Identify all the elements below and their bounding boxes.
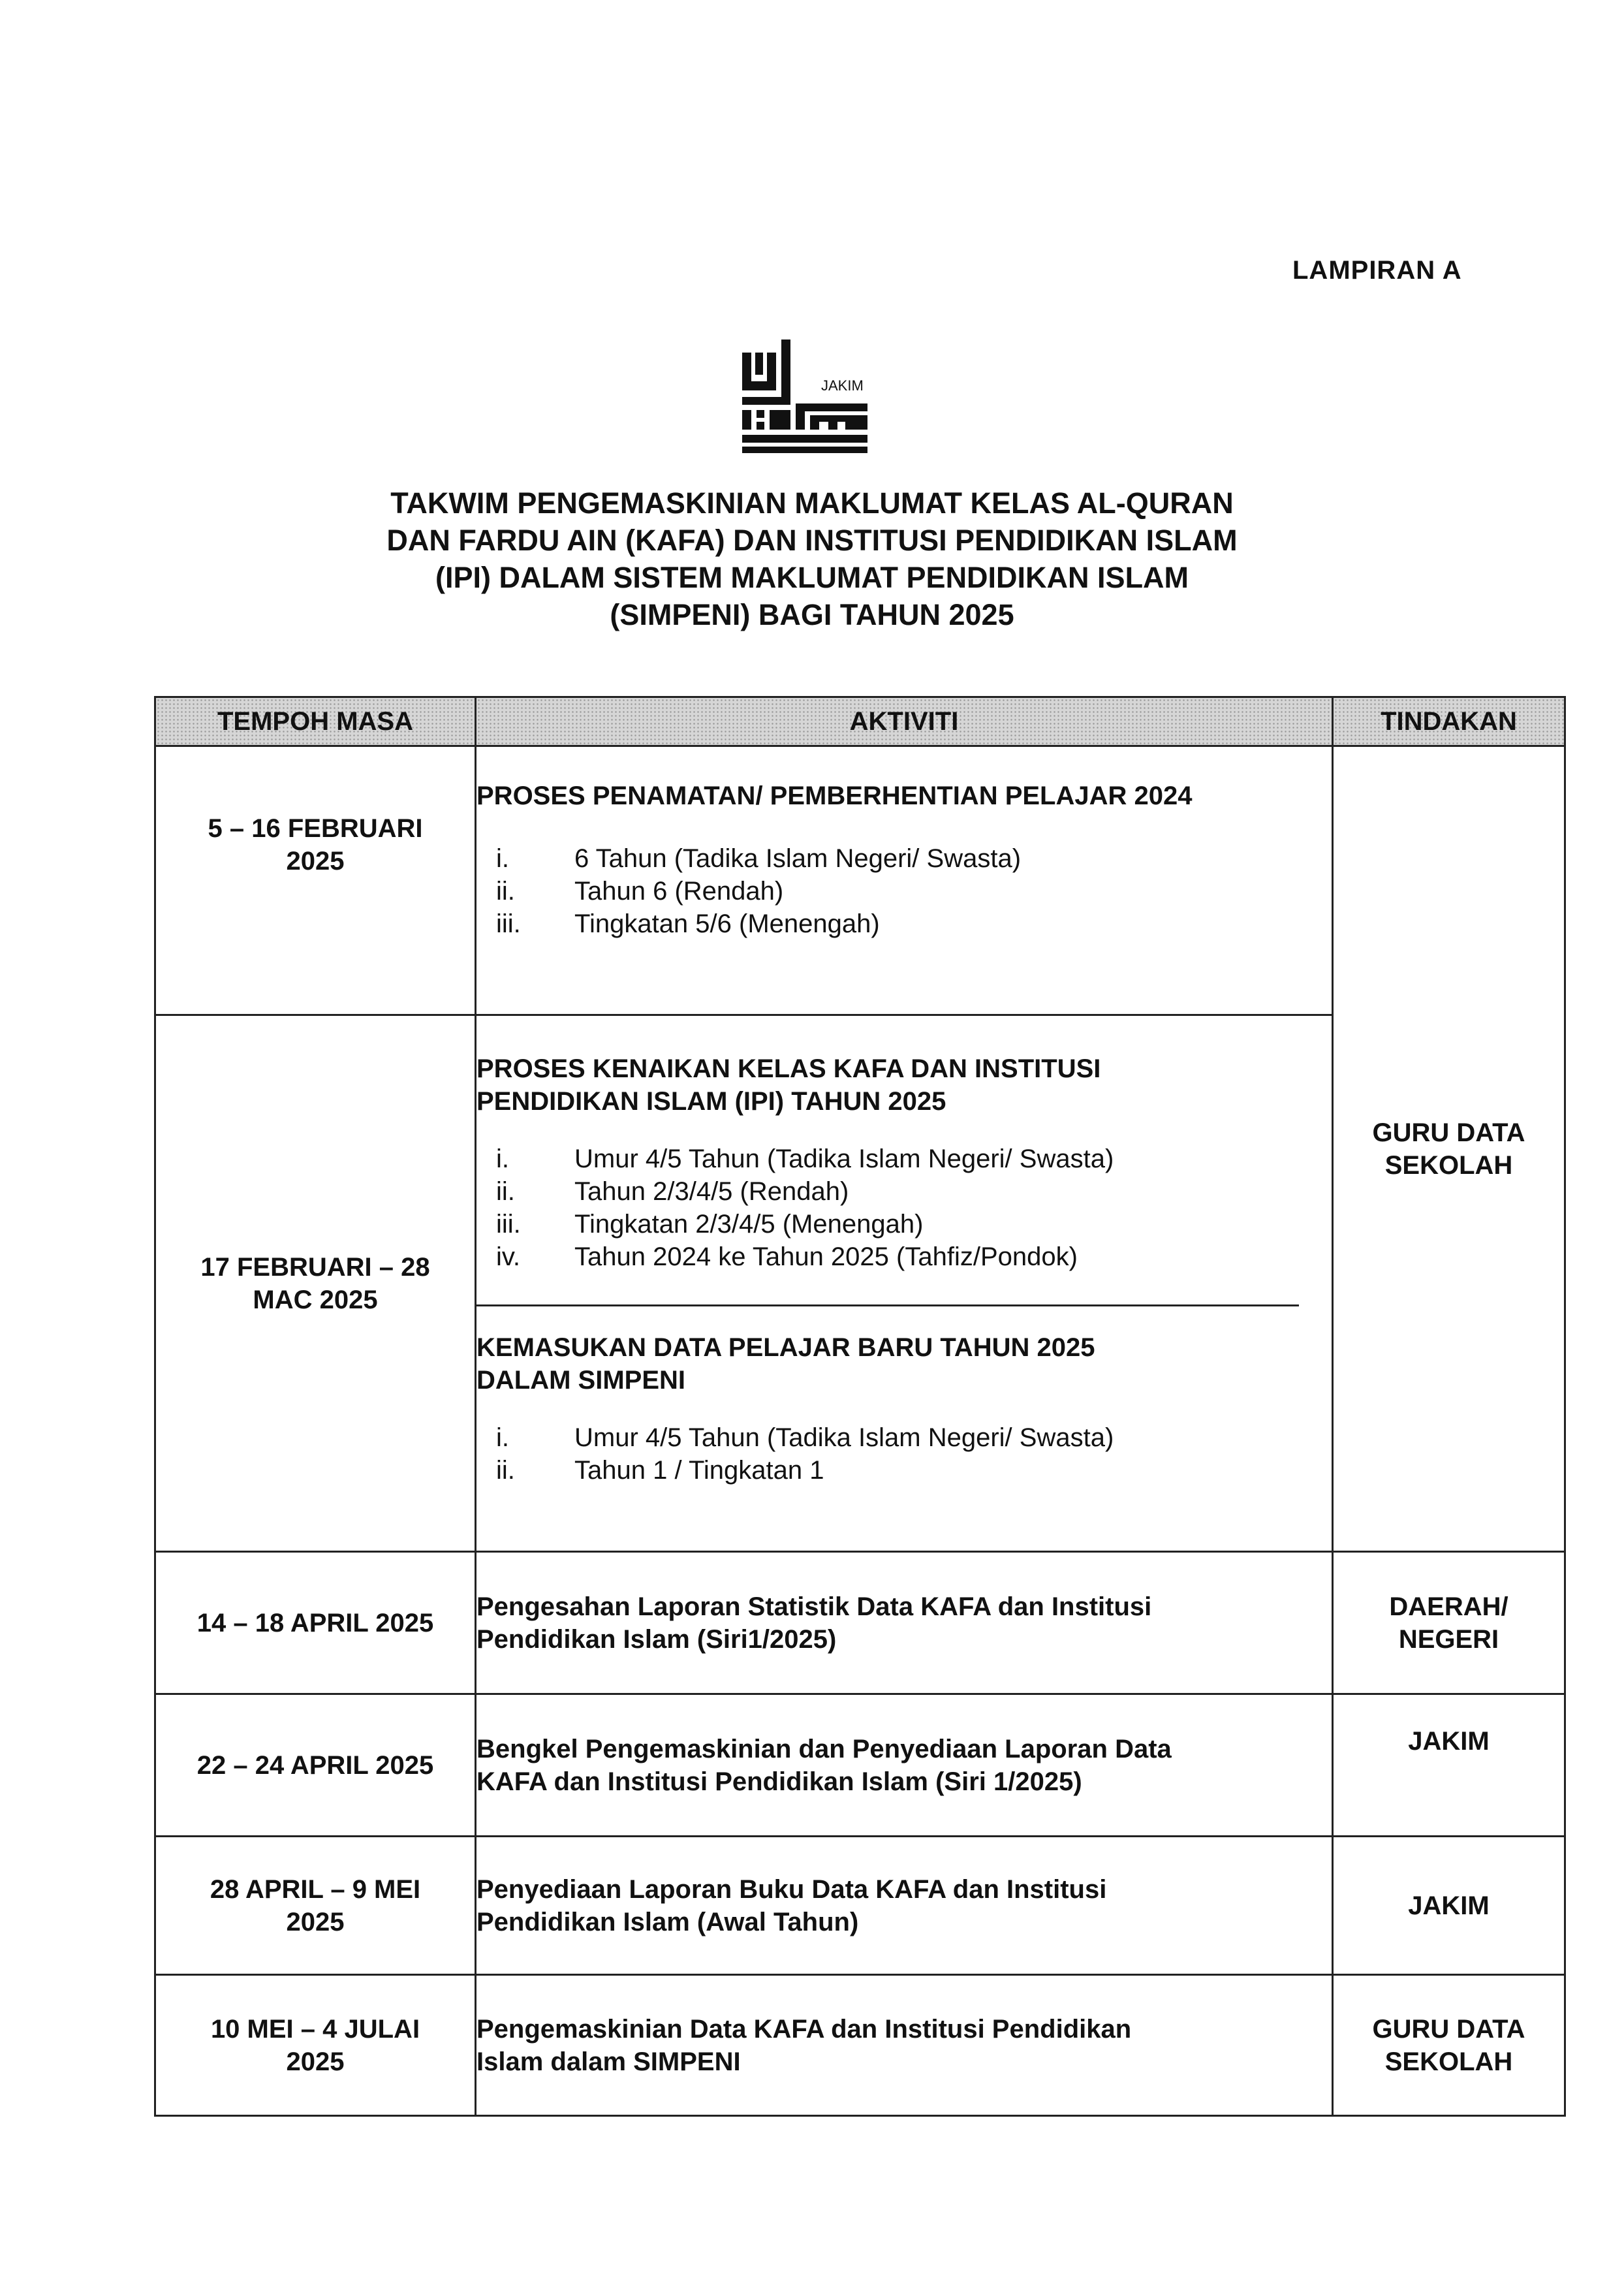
activity-text	[476, 1590, 1332, 1656]
date-line: 14 – 18 APRIL 2025	[196, 1608, 434, 1637]
item-text: Umur 4/5 Tahun (Tadika Islam Negeri/ Swasta)	[574, 1423, 1114, 1452]
activity-cell	[476, 1975, 1333, 2116]
tindakan-cell	[1333, 1694, 1565, 1837]
item-number: iii.	[496, 909, 521, 938]
date-cell	[155, 1015, 476, 1552]
table-row	[155, 1975, 1565, 2116]
item-number: ii.	[496, 877, 515, 906]
activity-heading	[476, 1331, 1332, 1397]
tindakan-line: NEGERI	[1398, 1624, 1499, 1654]
item-text: Umur 4/5 Tahun (Tadika Islam Negeri/ Swasta)	[574, 1145, 1114, 1173]
tindakan-line: DAERAH/	[1389, 1592, 1508, 1621]
logo-text: JAKIM	[821, 377, 864, 394]
list-item	[476, 1240, 1332, 1273]
activity-line: Penyediaan Laporan Buku Data KAFA dan Institusi	[476, 1874, 1107, 1904]
item-text: Tingkatan 2/3/4/5 (Menengah)	[574, 1210, 924, 1239]
date-cell	[155, 1552, 476, 1694]
list-item	[476, 875, 1332, 908]
schedule-table	[154, 696, 1566, 2117]
table-row	[155, 1837, 1565, 1975]
heading-line: PROSES KENAIKAN KELAS KAFA DAN INSTITUSI	[476, 1054, 1101, 1083]
heading-line: KEMASUKAN DATA PELAJAR BARU TAHUN 2025	[476, 1333, 1095, 1362]
table-row	[155, 1552, 1565, 1694]
activity-heading: PROSES PENAMATAN/ PEMBERHENTIAN PELAJAR 2024	[476, 782, 1193, 810]
activity-heading	[476, 1052, 1332, 1118]
title-line: DAN FARDU AIN (KAFA) DAN INSTITUSI PENDIDIKAN ISLAM	[386, 524, 1238, 557]
date-line: MAC 2025	[253, 1285, 378, 1314]
activity-list	[476, 1421, 1332, 1487]
activity-cell	[476, 1015, 1333, 1552]
table-header-row	[155, 697, 1565, 746]
header-aktiviti: AKTIVITI	[476, 697, 1333, 746]
tindakan-line: SEKOLAH	[1384, 2047, 1513, 2076]
activity-cell	[476, 1837, 1333, 1975]
item-number: ii.	[496, 1456, 515, 1485]
title-line: (SIMPENI) BAGI TAHUN 2025	[610, 598, 1014, 631]
item-text: Tahun 2/3/4/5 (Rendah)	[574, 1177, 849, 1206]
date-line: 10 MEI – 4 JULAI	[210, 2014, 420, 2044]
tindakan-line: JAKIM	[1408, 1727, 1490, 1756]
table-row	[155, 1694, 1565, 1837]
tindakan-cell	[1333, 1837, 1565, 1975]
activity-line: Pendidikan Islam (Awal Tahun)	[476, 1907, 859, 1936]
date-cell	[155, 746, 476, 1015]
item-number: i.	[496, 1423, 509, 1452]
item-text: Tingkatan 5/6 (Menengah)	[574, 909, 880, 938]
item-text: Tahun 6 (Rendah)	[574, 877, 784, 906]
item-text: Tahun 2024 ke Tahun 2025 (Tahfiz/Pondok)	[574, 1242, 1078, 1271]
activity-list	[476, 842, 1332, 940]
item-number: iv.	[496, 1242, 521, 1271]
date-line: 22 – 24 APRIL 2025	[196, 1750, 434, 1780]
activity-text	[476, 1873, 1332, 1938]
title-line: TAKWIM PENGEMASKINIAN MAKLUMAT KELAS AL-QURAN	[390, 486, 1234, 520]
tindakan-cell	[1333, 746, 1565, 1552]
date-cell	[155, 1837, 476, 1975]
activity-line: KAFA dan Institusi Pendidikan Islam (Siri 1/2025)	[476, 1767, 1082, 1796]
activity-cell	[476, 746, 1333, 1015]
list-item	[476, 1208, 1332, 1240]
activity-text	[476, 1733, 1332, 1798]
jakim-logo-icon	[741, 340, 871, 457]
date-line: 2025	[286, 1907, 345, 1936]
date-line: 28 APRIL – 9 MEI	[210, 1874, 421, 1904]
activity-line: Bengkel Pengemaskinian dan Penyediaan Laporan Data	[476, 1734, 1172, 1763]
section-divider	[476, 1304, 1299, 1306]
item-number: i.	[496, 1145, 509, 1173]
table-row	[155, 746, 1565, 1015]
date-line: 2025	[286, 847, 345, 876]
activity-cell	[476, 1552, 1333, 1694]
item-text: 6 Tahun (Tadika Islam Negeri/ Swasta)	[574, 844, 1022, 873]
tindakan-line: SEKOLAH	[1384, 1150, 1513, 1180]
title-line: (IPI) DALAM SISTEM MAKLUMAT PENDIDIKAN ISLAM	[435, 561, 1189, 594]
date-line: 17 FEBRUARI – 28	[200, 1252, 430, 1282]
tindakan-line: GURU DATA	[1372, 2014, 1525, 2044]
activity-list	[476, 1143, 1332, 1273]
tindakan-cell	[1333, 1975, 1565, 2116]
date-cell	[155, 1694, 476, 1837]
tindakan-line: GURU DATA	[1372, 1118, 1525, 1147]
list-item	[476, 908, 1332, 940]
list-item	[476, 842, 1332, 875]
item-text: Tahun 1 / Tingkatan 1	[574, 1456, 824, 1485]
date-line: 2025	[286, 2047, 345, 2076]
annex-label: LAMPIRAN A	[1292, 256, 1462, 285]
activity-cell	[476, 1694, 1333, 1837]
activity-line: Islam dalam SIMPENI	[476, 2047, 741, 2076]
activity-line: Pengemaskinian Data KAFA dan Institusi Pendidikan	[476, 2014, 1132, 2044]
activity-line: Pengesahan Laporan Statistik Data KAFA dan Institusi	[476, 1592, 1152, 1621]
heading-line: DALAM SIMPENI	[476, 1366, 685, 1395]
list-item	[476, 1175, 1332, 1208]
heading-line: PENDIDIKAN ISLAM (IPI) TAHUN 2025	[476, 1087, 946, 1116]
header-tempoh-masa: TEMPOH MASA	[155, 697, 476, 746]
tindakan-line: JAKIM	[1408, 1891, 1490, 1920]
activity-line: Pendidikan Islam (Siri1/2025)	[476, 1624, 837, 1654]
header-tindakan: TINDAKAN	[1333, 697, 1565, 746]
tindakan-cell	[1333, 1552, 1565, 1694]
item-number: ii.	[496, 1177, 515, 1206]
item-number: i.	[496, 844, 509, 873]
activity-text	[476, 2013, 1332, 2078]
date-line: 5 – 16 FEBRUARI	[208, 814, 423, 843]
document-title	[0, 484, 1624, 633]
list-item	[476, 1143, 1332, 1175]
list-item	[476, 1454, 1332, 1487]
date-cell	[155, 1975, 476, 2116]
item-number: iii.	[496, 1210, 521, 1239]
list-item	[476, 1421, 1332, 1454]
